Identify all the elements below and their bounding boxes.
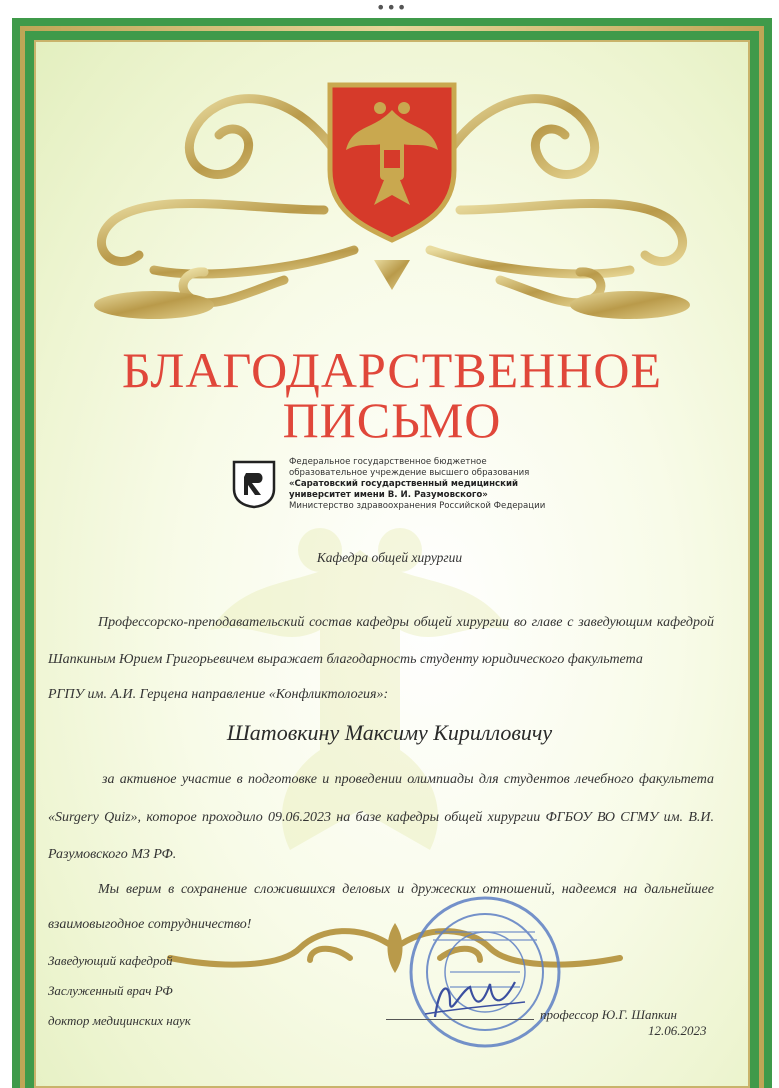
date: 12.06.2023 (648, 1023, 707, 1038)
org-line-5: Министерство здравоохранения Российской Федерации (289, 501, 546, 511)
para1-line1: Профессорско-преподавательский состав кафедры общей хирургии во главе с заведующим кафедрой (98, 615, 714, 630)
org-line-3: «Саратовский государственный медицинский (289, 479, 518, 489)
position-degree: доктор медицинских наук (48, 1013, 191, 1028)
org-line-1: Федеральное государственное бюджетное (289, 457, 487, 467)
para2-line2: «Surgery Quiz», которое проходило 09.06.2023 на базе кафедры общей хирургии ФГБОУ ВО СГМУ им. В.И. (48, 810, 714, 825)
menu-dots[interactable]: ••• (376, 0, 408, 17)
signature-line (386, 1019, 534, 1020)
department: Кафедра общей хирургии (316, 550, 463, 565)
para1-line3: РГПУ им. А.И. Герцена направление «Конфликтология»: (48, 687, 389, 702)
signer-name: профессор Ю.Г. Шапкин (540, 1007, 677, 1022)
para2-line1: за активное участие в подготовке и проведении олимпиады для студентов лечебного факультета (102, 772, 714, 787)
position-honored: Заслуженный врач РФ (48, 983, 173, 998)
para2-line3: Разумовского МЗ РФ. (48, 847, 177, 862)
para3-line1: Мы верим в сохранение сложившихся деловых и дружеских отношений, надеемся на дальнейшее (98, 882, 714, 897)
para1-line2: Шапкиным Юрием Григорьевичем выражает благодарность студенту юридического факультета (48, 652, 643, 667)
coat-of-arms-ornament (34, 40, 750, 360)
university-logo-icon (231, 459, 277, 509)
signature (420, 972, 530, 1024)
org-line-4: университет имени В. И. Разумовского» (289, 490, 488, 500)
university-name (289, 457, 589, 512)
position-head: Заведующий кафедрой (48, 953, 173, 968)
title-line-2: ПИСЬМО (282, 392, 502, 448)
org-line-2: образовательное учреждение высшего образования (289, 468, 530, 478)
para3-line2: взаимовыгодное сотрудничество! (48, 917, 252, 932)
title-line-1: БЛАГОДАРСТВЕННОЕ (121, 342, 663, 398)
recipient-name: Шатовкину Максиму Кирилловичу (226, 720, 553, 745)
